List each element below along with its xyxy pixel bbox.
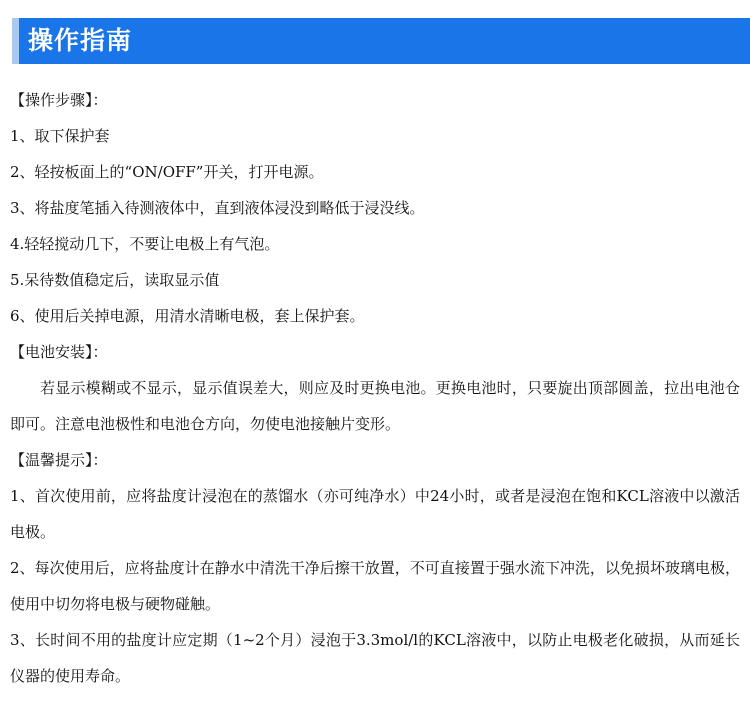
guide-content xyxy=(10,82,740,694)
step-4: 4.轻轻搅动几下，不要让电极上有气泡。 xyxy=(10,235,280,253)
step-6: 6、使用后关掉电源，用清水清晰电极，套上保护套。 xyxy=(10,307,365,325)
battery-heading: 【电池安装】： xyxy=(10,343,108,361)
step-5: 5.呆待数值稳定后，读取显示值 xyxy=(10,271,220,289)
page-title: 操作指南 xyxy=(28,26,133,55)
battery-text: 若显示模糊或不显示，显示值误差大，则应及时更换电池。更换电池时，只要旋出顶部圆盖，拉出电池仓即可。注意电池极性和电池仓方向，勿使电池接触片变形。 xyxy=(10,379,740,433)
tip-2: 2、每次使用后，应将盐度计在静水中清洗干净后擦干放置，不可直接置于强水流下冲洗，以免损坏玻璃电极，使用中切勿将电极与硬物碰触。 xyxy=(10,559,740,613)
guide-header-bar xyxy=(12,18,750,64)
header-accent-stripe xyxy=(12,18,19,64)
tip-3: 3、长时间不用的盐度计应定期（1~2个月）浸泡于3.3mol/l的KCL溶液中，以防止电极老化破损，从而延长仪器的使用寿命。 xyxy=(10,631,740,685)
tip-1: 1、首次使用前，应将盐度计浸泡在的蒸馏水（亦可纯净水）中24小时，或者是浸泡在饱和KCL溶液中以激活电极。 xyxy=(10,487,740,541)
steps-heading: 【操作步骤】： xyxy=(10,91,108,109)
tips-heading: 【温馨提示】： xyxy=(10,451,108,469)
step-1: 1、取下保护套 xyxy=(10,127,110,145)
step-2: 2、轻按板面上的“ON/OFF”开关，打开电源。 xyxy=(10,163,324,181)
step-3: 3、将盐度笔插入待测液体中，直到液体浸没到略低于浸没线。 xyxy=(10,199,425,217)
